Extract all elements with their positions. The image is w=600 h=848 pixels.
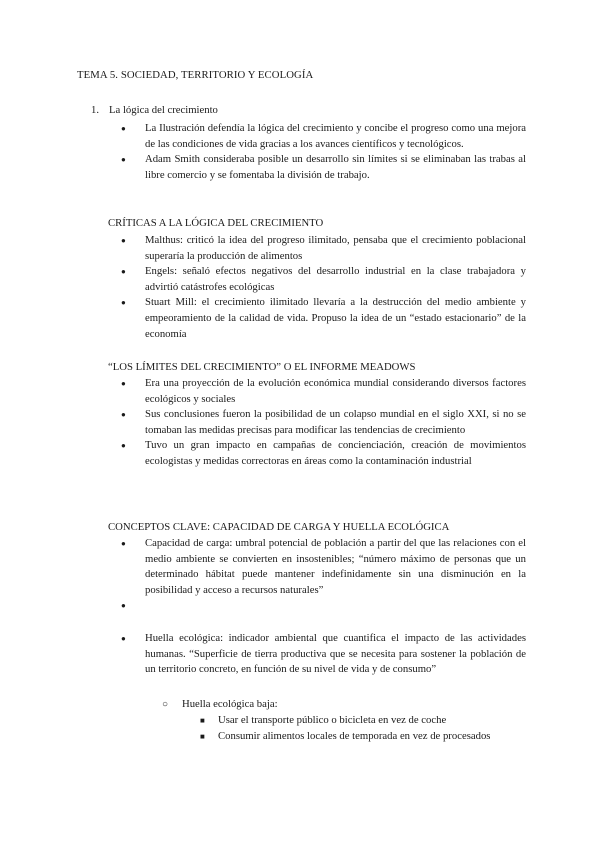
sub-list-heading: ○ Huella ecológica baja: — [182, 697, 278, 713]
huella-list — [145, 631, 526, 678]
conceptos-heading: CONCEPTOS CLAVE: CAPACIDAD DE CARGA Y HUELLA ECOLÓGICA — [108, 521, 450, 533]
list-spacer — [145, 598, 526, 613]
sub-list-item: ■ Consumir alimentos locales de temporada en vez de procesados — [218, 729, 490, 745]
list-item: ● Huella ecológica: indicador ambiental que cuantifica el impacto de las actividades humanas. “Superficie de tierra productiva que se necesita para sostener la población de un territorio concreto, en función de su nivel de vida y de consumo” — [145, 631, 526, 678]
list-item: ● Era una proyección de la evolución económica mundial considerando diversos factores ecológicos y sociales — [145, 376, 526, 407]
section-1-title: La lógica del crecimiento — [109, 104, 218, 116]
criticas-heading: CRÍTICAS A LA LÓGICA DEL CRECIMIENTO — [108, 217, 324, 229]
list-item: ● Malthus: criticó la idea del progreso ilimitado, pensaba que el crecimiento poblacional superaría la producción de alimentos — [145, 233, 526, 264]
list-item: ● Tuvo un gran impacto en campañas de concienciación, creación de movimientos ecologistas y medidas correctoras en áreas como la contaminación industrial — [145, 438, 526, 469]
section-1-list — [145, 121, 526, 183]
limites-list — [145, 376, 526, 470]
list-item: ● Engels: señaló efectos negativos del desarrollo industrial en la clase trabajadora y advirtió catástrofes ecológicas — [145, 264, 526, 295]
sub-list-item: ■ Usar el transporte público o bicicleta en vez de coche — [218, 713, 446, 729]
page-title: TEMA 5. SOCIEDAD, TERRITORIO Y ECOLOGÍA — [77, 69, 314, 81]
list-item: ● Adam Smith consideraba posible un desarrollo sin límites si se eliminaban las trabas al libre comercio y se fomentaba la división de trabajo. — [145, 152, 526, 183]
list-item: ● Sus conclusiones fueron la posibilidad de un colapso mundial en el siglo XXI, si no se tomaban las medidas precisas para modificar las tendencias de crecimiento — [145, 407, 526, 438]
section-1-number: 1. — [91, 104, 100, 116]
list-item: ● La Ilustración defendía la lógica del crecimiento y concibe el progreso como una mejora de las condiciones de vida gracias a los avances científicos y tecnológicos. — [145, 121, 526, 152]
list-item: ● Capacidad de carga: umbral potencial de población a partir del que las relaciones con el medio ambiente se convierten en insostenibles; “número máximo de personas que un determinado hábitat puede mantener indefinidamente sin una disminución en la posibilidad y acceso a recursos naturales” — [145, 536, 526, 598]
section-1-heading — [91, 103, 218, 119]
limites-heading: “LOS LÍMITES DEL CRECIMIENTO” O EL INFORME MEADOWS — [108, 361, 416, 373]
criticas-list — [145, 233, 526, 342]
conceptos-list — [145, 536, 526, 613]
list-item: ● Stuart Mill: el crecimiento ilimitado llevaría a la destrucción del medio ambiente y empeoramiento de la calidad de vida. Propuso la idea de un “estado estacionario” de la economía — [145, 295, 526, 342]
